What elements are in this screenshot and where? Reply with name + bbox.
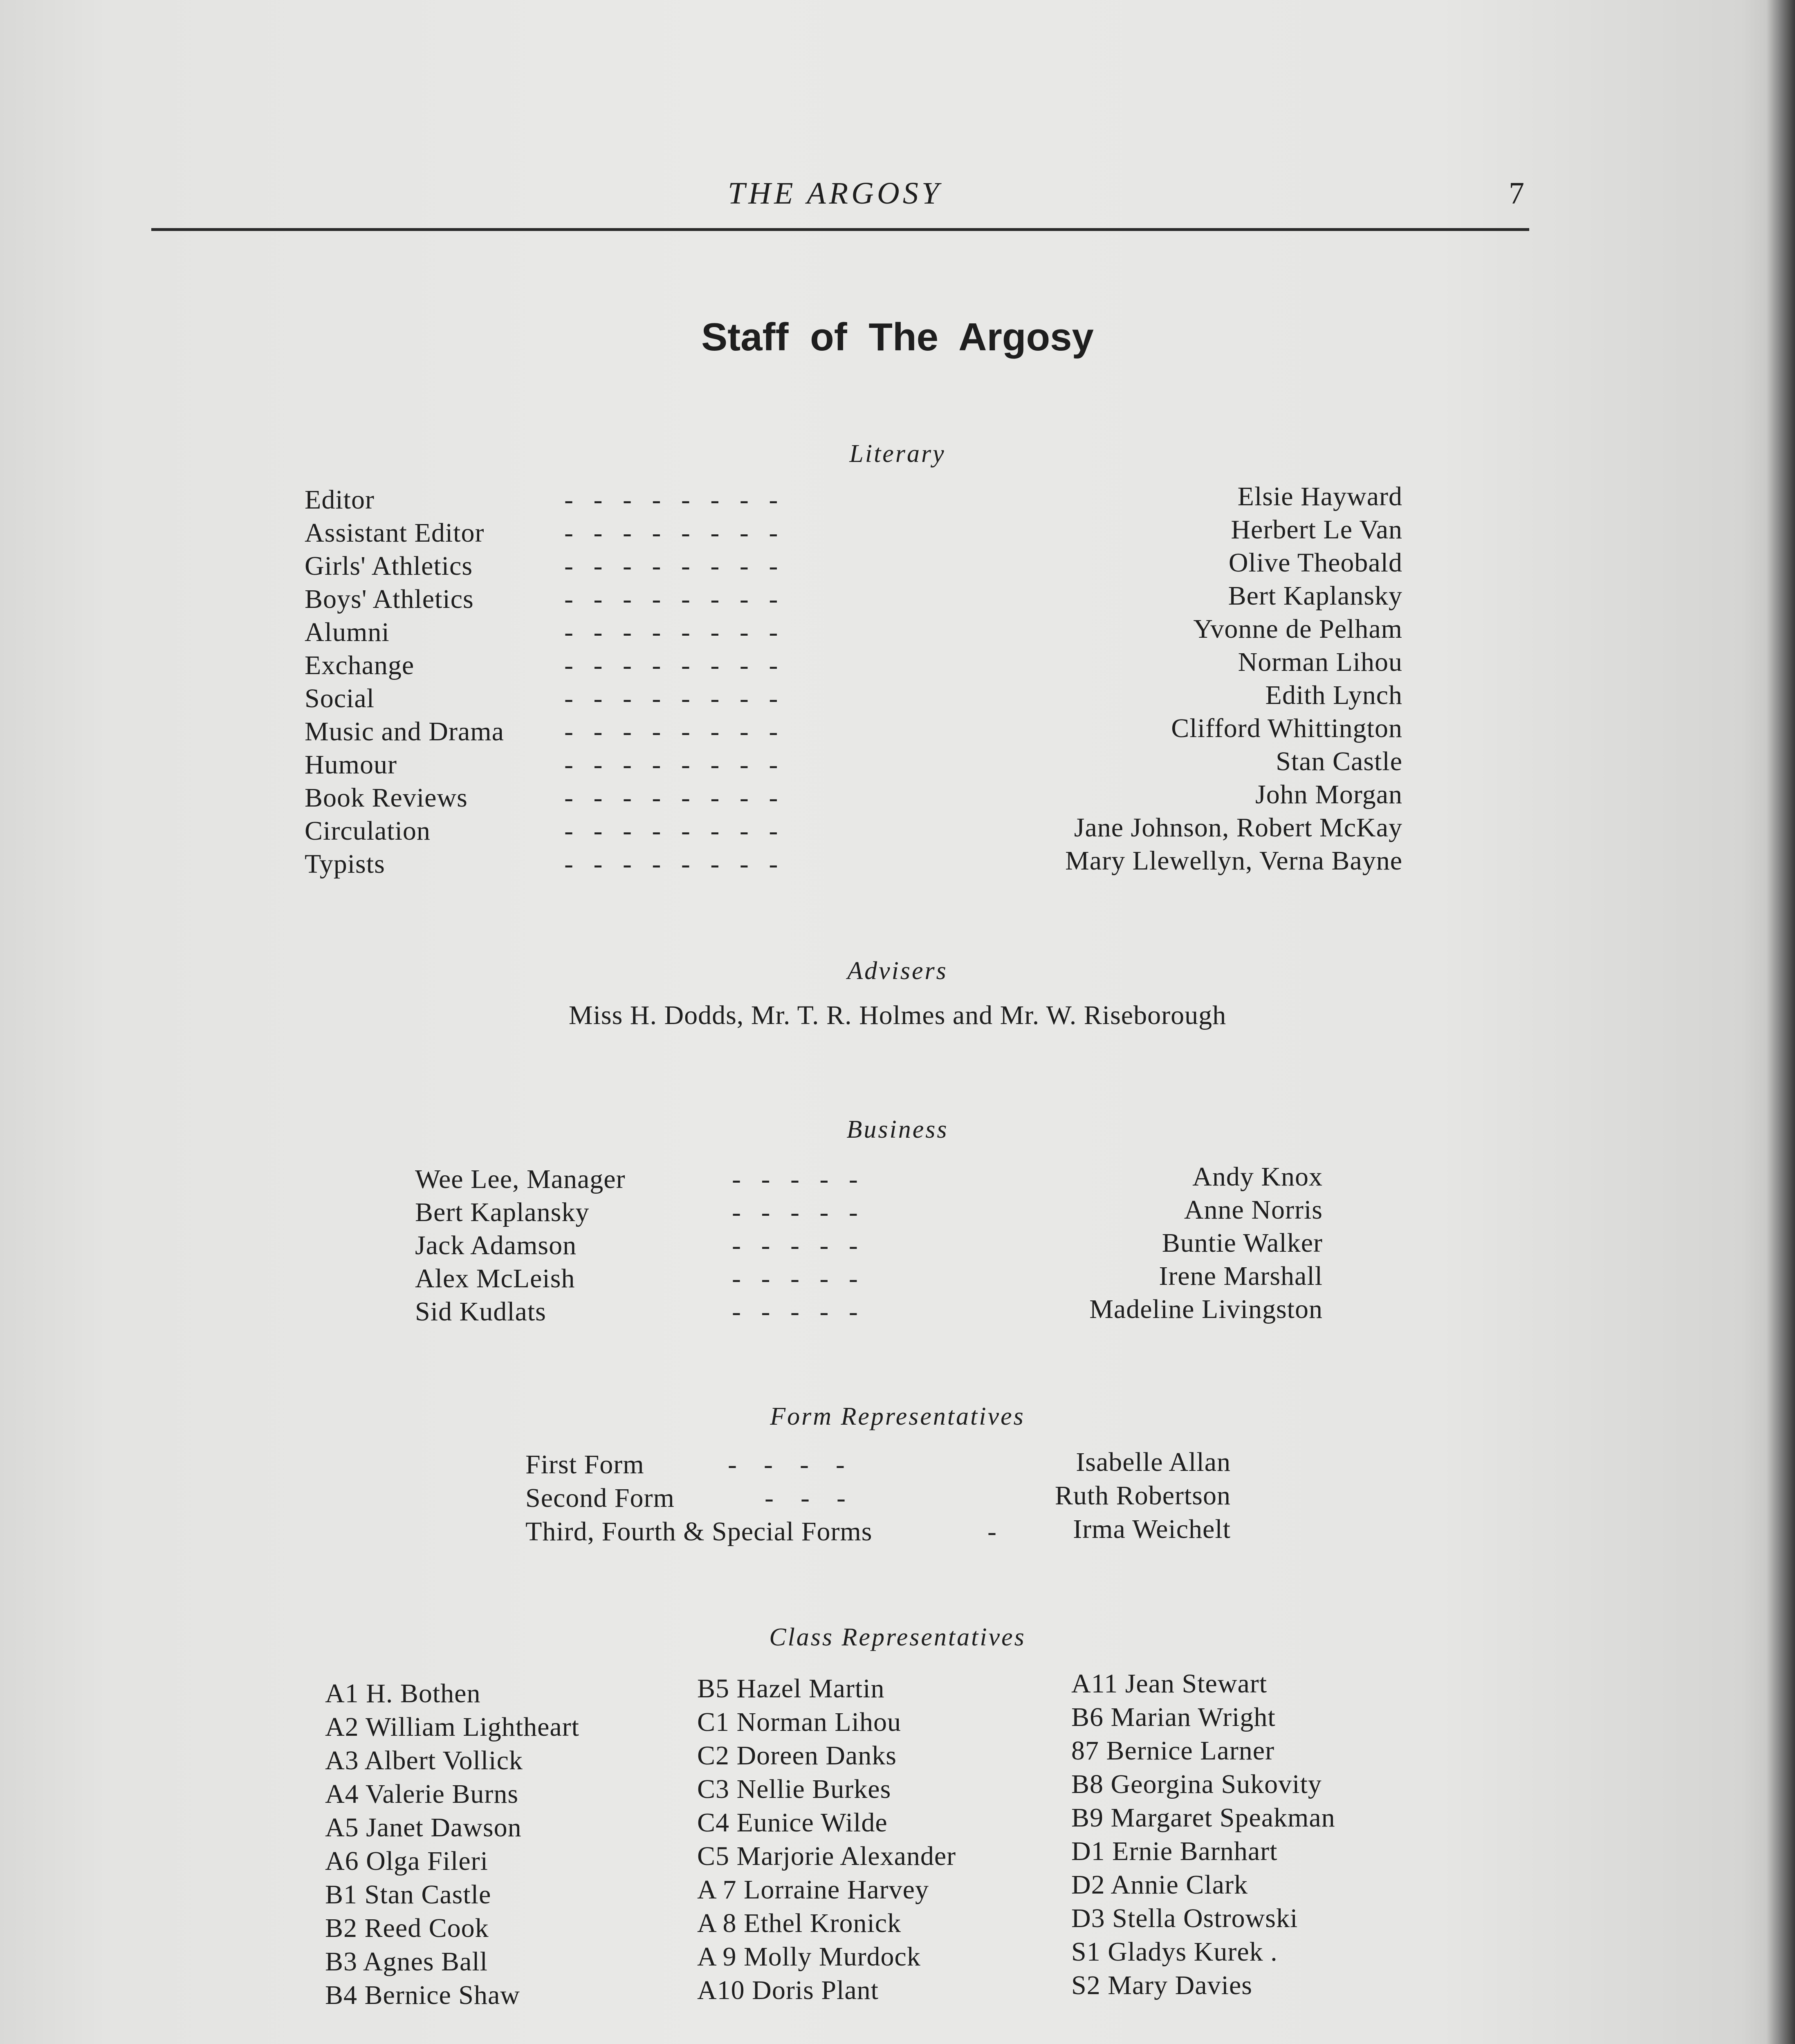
leader-dashes: - - - - - - - - bbox=[564, 584, 778, 614]
literary-role: Typists bbox=[305, 849, 385, 879]
class-representative: D3 Stella Ostrowski bbox=[1071, 1903, 1298, 1933]
header-rule bbox=[151, 228, 1529, 231]
leader-dashes: - - - - - bbox=[732, 1230, 858, 1260]
class-representative: 87 Bernice Larner bbox=[1071, 1736, 1275, 1766]
literary-name: Stan Castle bbox=[1276, 746, 1402, 776]
classes-heading: Class Representatives bbox=[769, 1623, 1026, 1651]
class-representative: A 8 Ethel Kronick bbox=[697, 1908, 902, 1938]
literary-name: Herbert Le Van bbox=[1231, 515, 1402, 545]
literary-role: Editor bbox=[305, 485, 375, 515]
class-representative: A3 Albert Vollick bbox=[325, 1746, 523, 1775]
class-representative: B2 Reed Cook bbox=[325, 1913, 489, 1943]
class-representative: C5 Marjorie Alexander bbox=[697, 1841, 956, 1871]
business-member: Alex McLeish bbox=[415, 1264, 575, 1293]
advisers-names: Miss H. Dodds, Mr. T. R. Holmes and Mr. W. Riseborough bbox=[568, 1000, 1227, 1030]
leader-dashes: - bbox=[987, 1517, 996, 1546]
leader-dashes: - - - - bbox=[728, 1450, 845, 1479]
leader-dashes: - - - - - bbox=[732, 1264, 858, 1293]
class-representative: B4 Bernice Shaw bbox=[325, 1980, 520, 2010]
leader-dashes: - - - - - - - - bbox=[564, 684, 778, 713]
leader-dashes: - - - - - - - - bbox=[564, 518, 778, 548]
class-representative: C4 Eunice Wilde bbox=[697, 1808, 888, 1838]
form-representative: Isabelle Allan bbox=[1076, 1447, 1231, 1477]
business-member: Jack Adamson bbox=[415, 1230, 577, 1260]
leader-dashes: - - - - - - - - bbox=[564, 750, 778, 780]
literary-name: Clifford Whittington bbox=[1171, 713, 1402, 743]
form-name: First Form bbox=[525, 1450, 644, 1479]
class-representative: S2 Mary Davies bbox=[1071, 1970, 1252, 2000]
literary-name: Mary Llewellyn, Verna Bayne bbox=[1065, 846, 1402, 876]
business-member: Sid Kudlats bbox=[415, 1297, 546, 1327]
literary-name: Jane Johnson, Robert McKay bbox=[1074, 813, 1402, 843]
leader-dashes: - - - - - - - - bbox=[564, 783, 778, 813]
class-representative: C3 Nellie Burkes bbox=[697, 1774, 891, 1804]
form-name: Third, Fourth & Special Forms bbox=[525, 1517, 873, 1546]
leader-dashes: - - - - - - - - bbox=[564, 617, 778, 647]
class-representative: B9 Margaret Speakman bbox=[1071, 1803, 1335, 1833]
business-member: Madeline Livingston bbox=[1089, 1294, 1323, 1324]
advisers-heading: Advisers bbox=[847, 957, 948, 985]
class-representative: B5 Hazel Martin bbox=[697, 1674, 885, 1703]
business-member: Buntie Walker bbox=[1162, 1228, 1323, 1258]
form-representative: Irma Weichelt bbox=[1073, 1514, 1231, 1544]
class-representative: S1 Gladys Kurek . bbox=[1071, 1937, 1278, 1967]
class-representative: A10 Doris Plant bbox=[697, 1975, 879, 2005]
class-representative: B8 Georgina Sukovity bbox=[1071, 1769, 1322, 1799]
class-representative: C1 Norman Lihou bbox=[697, 1707, 901, 1737]
page-title: Staff of The Argosy bbox=[701, 315, 1094, 359]
class-representative: A11 Jean Stewart bbox=[1071, 1669, 1268, 1699]
literary-role: Humour bbox=[305, 750, 397, 780]
literary-name: Olive Theobald bbox=[1228, 548, 1402, 578]
business-member: Bert Kaplansky bbox=[415, 1197, 590, 1227]
class-representative: A 7 Lorraine Harvey bbox=[697, 1875, 929, 1905]
class-representative: A4 Valerie Burns bbox=[325, 1779, 519, 1809]
literary-role: Exchange bbox=[305, 650, 415, 680]
class-representative: A5 Janet Dawson bbox=[325, 1813, 522, 1842]
leader-dashes: - - - - - bbox=[732, 1197, 858, 1227]
business-member: Anne Norris bbox=[1184, 1195, 1323, 1225]
literary-name: John Morgan bbox=[1255, 780, 1402, 809]
literary-role: Book Reviews bbox=[305, 783, 468, 813]
class-representative: B6 Marian Wright bbox=[1071, 1702, 1276, 1732]
leader-dashes: - - - - - bbox=[732, 1164, 858, 1194]
literary-role: Boys' Athletics bbox=[305, 584, 474, 614]
leader-dashes: - - - - - - - - bbox=[564, 485, 778, 515]
class-representative: A 9 Molly Murdock bbox=[697, 1942, 921, 1972]
literary-role: Alumni bbox=[305, 617, 390, 647]
literary-role: Girls' Athletics bbox=[305, 551, 473, 581]
business-heading: Business bbox=[846, 1116, 949, 1143]
leader-dashes: - - - bbox=[765, 1483, 846, 1513]
literary-role: Social bbox=[305, 684, 375, 713]
literary-role: Assistant Editor bbox=[305, 518, 485, 548]
literary-role: Music and Drama bbox=[305, 717, 504, 746]
literary-name: Norman Lihou bbox=[1238, 647, 1402, 677]
class-representative: D1 Ernie Barnhart bbox=[1071, 1836, 1278, 1866]
class-representative: D2 Annie Clark bbox=[1071, 1870, 1248, 1900]
literary-heading: Literary bbox=[849, 440, 946, 468]
form-representative: Ruth Robertson bbox=[1055, 1481, 1231, 1511]
literary-name: Yvonne de Pelham bbox=[1193, 614, 1402, 644]
literary-name: Edith Lynch bbox=[1265, 680, 1402, 710]
class-representative: C2 Doreen Danks bbox=[697, 1741, 897, 1771]
form-name: Second Form bbox=[525, 1483, 675, 1513]
leader-dashes: - - - - - bbox=[732, 1297, 858, 1327]
leader-dashes: - - - - - - - - bbox=[564, 717, 778, 746]
class-representative: A1 H. Bothen bbox=[325, 1679, 481, 1708]
literary-name: Bert Kaplansky bbox=[1228, 581, 1402, 611]
leader-dashes: - - - - - - - - bbox=[564, 551, 778, 581]
business-member: Andy Knox bbox=[1192, 1162, 1323, 1192]
leader-dashes: - - - - - - - - bbox=[564, 816, 778, 846]
leader-dashes: - - - - - - - - bbox=[564, 650, 778, 680]
class-representative: A2 William Lightheart bbox=[325, 1712, 579, 1742]
forms-heading: Form Representatives bbox=[770, 1403, 1025, 1430]
running-header: THE ARGOSY bbox=[728, 176, 942, 211]
page-number: 7 bbox=[1509, 176, 1524, 211]
business-member: Wee Lee, Manager bbox=[415, 1164, 626, 1194]
class-representative: B3 Agnes Ball bbox=[325, 1947, 488, 1977]
class-representative: B1 Stan Castle bbox=[325, 1880, 491, 1910]
class-representative: A6 Olga Fileri bbox=[325, 1846, 488, 1876]
literary-name: Elsie Hayward bbox=[1237, 482, 1402, 511]
literary-role: Circulation bbox=[305, 816, 431, 846]
business-member: Irene Marshall bbox=[1159, 1261, 1323, 1291]
leader-dashes: - - - - - - - - bbox=[564, 849, 778, 879]
